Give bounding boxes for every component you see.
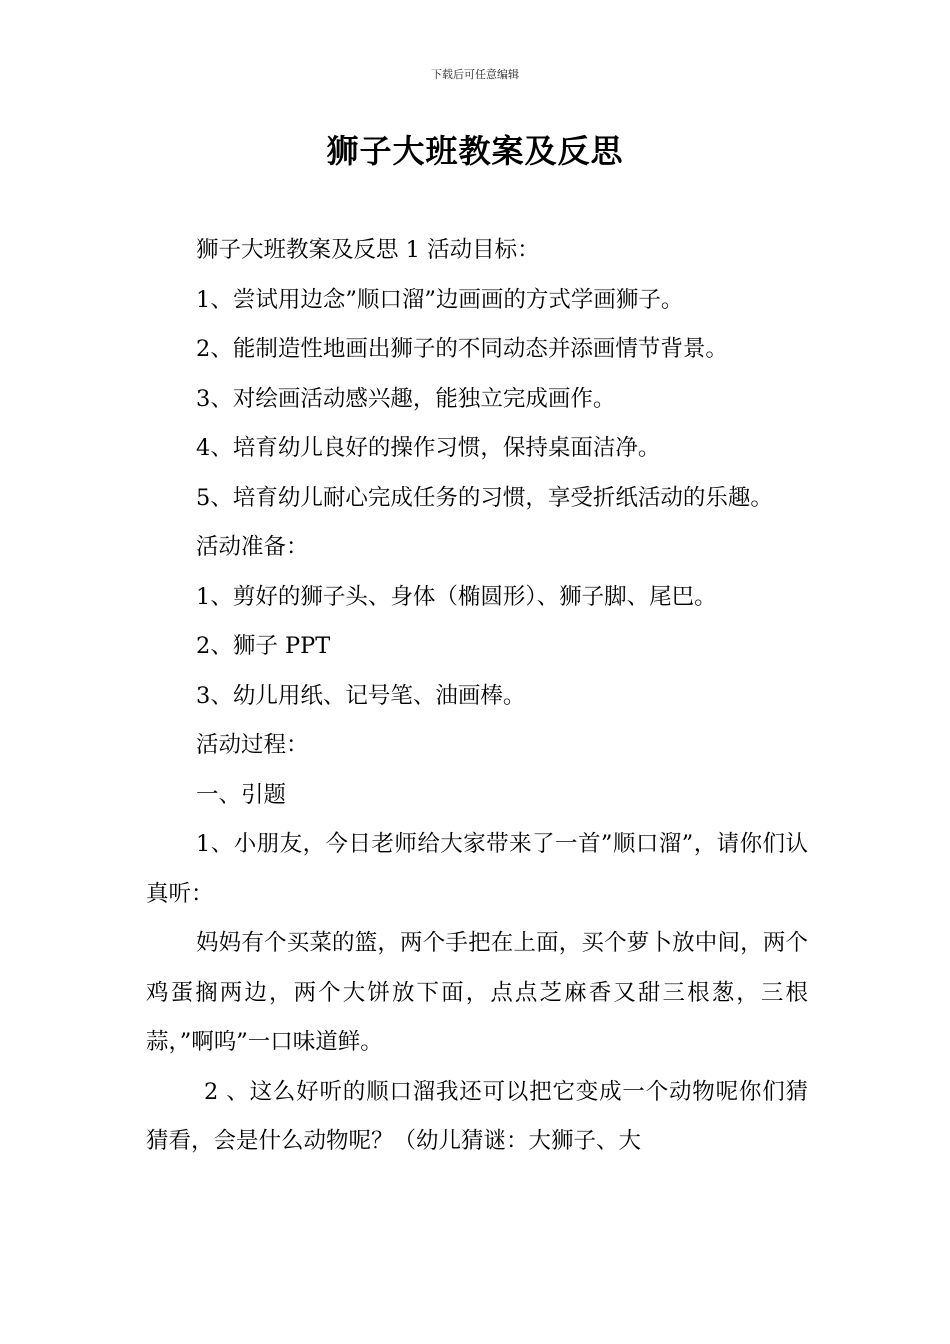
paragraph-objectives-heading: 狮子大班教案及反思 1 活动目标： bbox=[196, 237, 540, 263]
paragraph-objective-4: 4、培育幼儿良好的操作习惯，保持桌面洁净。 bbox=[196, 435, 661, 461]
document-title: 狮子大班教案及反思 bbox=[326, 132, 624, 170]
paragraph-preparation-2: 2、狮子 PPT bbox=[196, 633, 331, 659]
paragraph-process-2: 2 、这么好听的顺口溜我还可以把它变成一个动物呢你们猜猜看，会是什么动物呢？（幼儿猜谜：大狮子、大 bbox=[146, 1078, 808, 1154]
paragraph-objective-5: 5、培育幼儿耐心完成任务的习惯，享受折纸活动的乐趣。 bbox=[196, 484, 773, 511]
paragraph-objective-1: 1、尝试用边念”顺口溜”边画画的方式学画狮子。 bbox=[196, 286, 684, 313]
page-header-note: 下载后可任意编辑 bbox=[431, 68, 519, 81]
paragraph-preparation-1: 1、剪好的狮子头、身体（椭圆形）、狮子脚、尾巴。 bbox=[196, 583, 717, 610]
document-body bbox=[146, 226, 808, 1167]
paragraph-objective-2: 2、能制造性地画出狮子的不同动态并添画情节背景。 bbox=[196, 336, 728, 362]
paragraph-process-heading: 活动过程： bbox=[196, 732, 309, 758]
paragraph-rhyme: 妈妈有个买菜的篮，两个手把在上面，买个萝卜放中间，两个鸡蛋搁两边，两个大饼放下面，点点芝麻香又甜三根葱，三根蒜，”啊呜”一口味道鲜。 bbox=[146, 930, 808, 1055]
paragraph-preparation-3: 3、幼儿用纸、记号笔、油画棒。 bbox=[196, 682, 526, 709]
paragraph-objective-3: 3、对绘画活动感兴趣，能独立完成画作。 bbox=[196, 385, 616, 412]
paragraph-process-1: 1、小朋友，今日老师给大家带来了一首”顺口溜”，请你们认真听： bbox=[146, 831, 808, 907]
paragraph-section-intro: 一、引题 bbox=[196, 781, 287, 808]
paragraph-preparation-heading: 活动准备： bbox=[196, 534, 309, 560]
